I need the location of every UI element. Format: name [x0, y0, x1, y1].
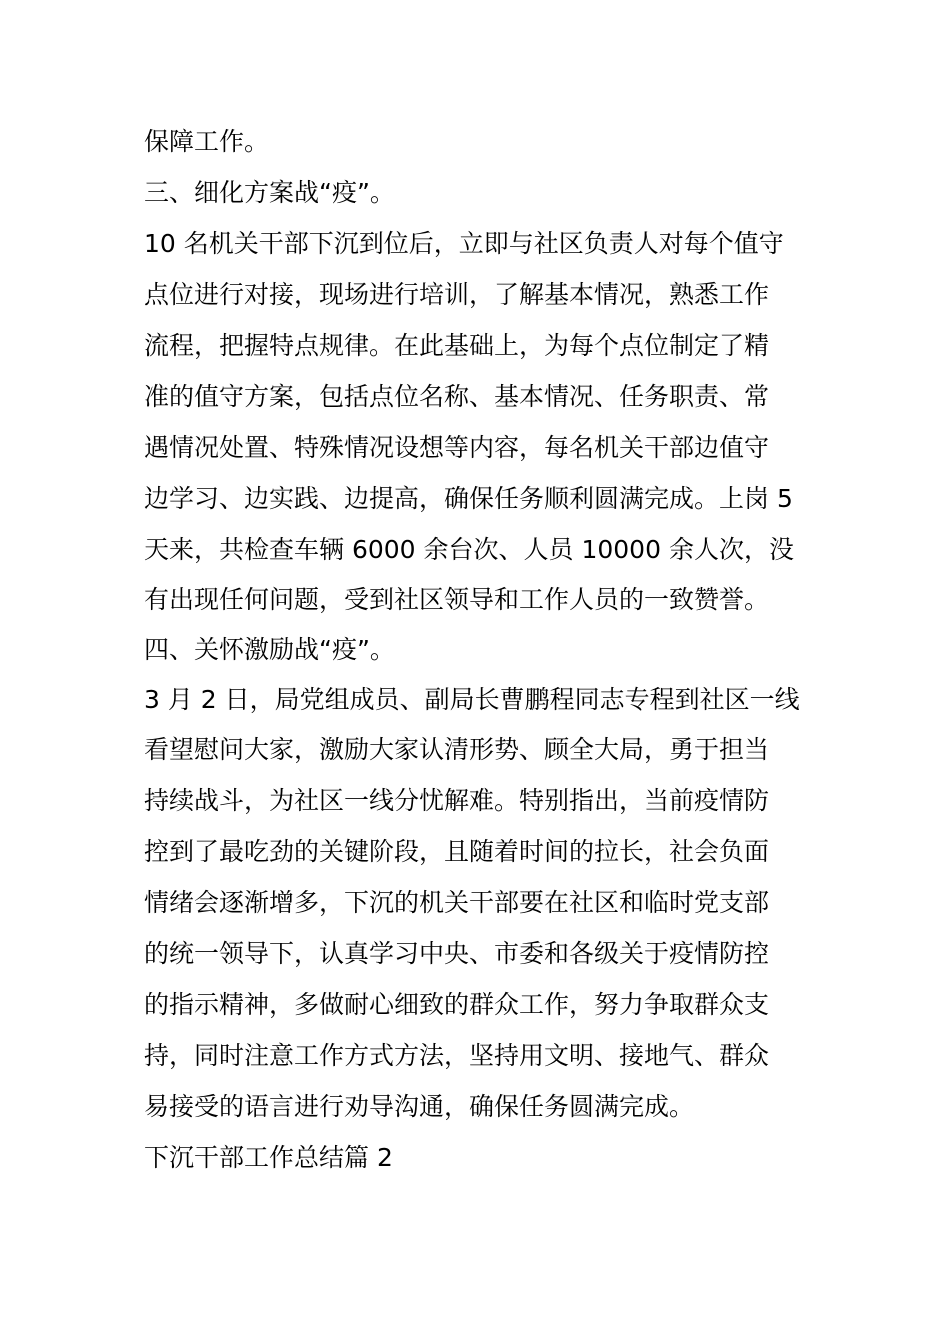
- text-line: 天来，共检查车辆 6000 余台次、人员 10000 余人次，没: [144, 535, 794, 564]
- text-line: 的统一领导下，认真学习中央、市委和各级关于疫情防控: [144, 939, 770, 968]
- text-line: 准的值守方案，包括点位名称、基本情况、任务职责、常: [144, 382, 770, 411]
- text-line: 控到了最吃劲的关键阶段，且随着时间的拉长，社会负面: [144, 837, 770, 866]
- text-line: 3 月 2 日，局党组成员、副局长曹鹏程同志专程到社区一线: [144, 685, 800, 714]
- section-heading: 三、细化方案战“疫”。: [144, 178, 395, 207]
- text-line: 看望慰问大家，激励大家认清形势、顾全大局，勇于担当: [144, 735, 770, 764]
- text-line: 点位进行对接，现场进行培训，了解基本情况，熟悉工作: [144, 280, 770, 309]
- text-line: 边学习、边实践、边提高，确保任务顺利圆满完成。上岗 5: [144, 484, 793, 513]
- section-heading: 四、关怀激励战“疫”。: [144, 635, 395, 664]
- text-line: 遇情况处置、特殊情况设想等内容，每名机关干部边值守: [144, 433, 770, 462]
- section-title: 下沉干部工作总结篇 2: [144, 1143, 393, 1172]
- text-line: 情绪会逐渐增多，下沉的机关干部要在社区和临时党支部: [144, 888, 770, 917]
- text-line: 10 名机关干部下沉到位后，立即与社区负责人对每个值守: [144, 229, 784, 258]
- text-line: 易接受的语言进行劝导沟通，确保任务圆满完成。: [144, 1092, 695, 1121]
- text-line: 持续战斗，为社区一线分忧解难。特别指出，当前疫情防: [144, 786, 770, 815]
- text-line: 的指示精神，多做耐心细致的群众工作，努力争取群众支: [144, 990, 770, 1019]
- text-line: 有出现任何问题，受到社区领导和工作人员的一致赞誉。: [144, 585, 770, 614]
- text-line: 保障工作。: [144, 127, 270, 156]
- text-line: 流程，把握特点规律。在此基础上，为每个点位制定了精: [144, 331, 770, 360]
- text-line: 持，同时注意工作方式方法，坚持用文明、接地气、群众: [144, 1041, 770, 1070]
